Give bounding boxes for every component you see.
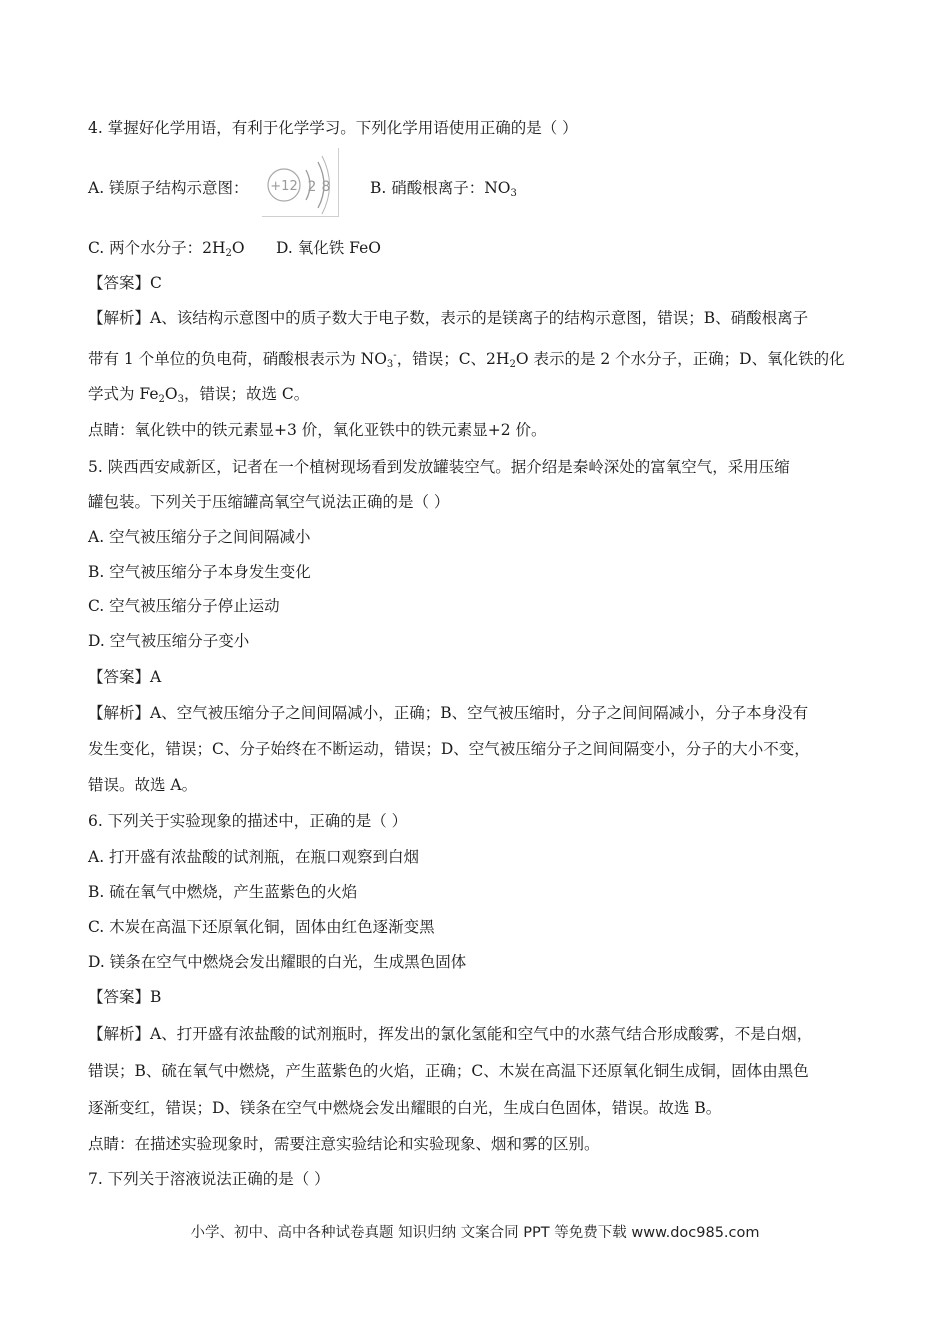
atom-diagram-icon bbox=[262, 148, 338, 216]
mg-atom-structure-diagram bbox=[262, 148, 339, 217]
q6-option-a: A. 打开盛有浓盐酸的试剂瓶，在瓶口观察到白烟 bbox=[88, 848, 420, 866]
q4-analysis-line1: 【解析】A、该结构示意图中的质子数大于电子数，表示的是镁离子的结构示意图，错误；B、硝酸根离子 bbox=[88, 309, 809, 327]
q5-option-b: B. 空气被压缩分子本身发生变化 bbox=[88, 563, 311, 581]
q6-analysis-line3: 逐渐变红，错误；D、镁条在空气中燃烧会发出耀眼的白光，生成白色固体，错误。故选 B。 bbox=[88, 1099, 722, 1117]
q4-option-a: A. 镁原子结构示意图： bbox=[88, 179, 249, 197]
q4-analysis-line2 bbox=[88, 346, 845, 375]
subscript: 3 bbox=[177, 394, 184, 405]
q6-stem: 6. 下列关于实验现象的描述中，正确的是（ ） bbox=[88, 812, 408, 830]
subscript: 2 bbox=[158, 394, 165, 405]
text: 带有 1 个单位的负电荷，硝酸根表示为 NO bbox=[88, 350, 387, 368]
q5-analysis-line2: 发生变化，错误；C、分子始终在不断运动，错误；D、空气被压缩分子之间间隔变小，分子的大小不变， bbox=[88, 740, 810, 758]
q6-option-c: C. 木炭在高温下还原氧化铜，固体由红色逐渐变黑 bbox=[88, 918, 435, 936]
q4-option-c bbox=[88, 238, 245, 264]
q4-stem: 4. 掌握好化学用语，有利于化学学习。下列化学用语使用正确的是（ ） bbox=[88, 119, 578, 137]
atom-shell2-label: 8 bbox=[321, 179, 331, 195]
q4-answer: 【答案】C bbox=[88, 274, 162, 292]
q4-option-d: D. 氧化铁 FeO bbox=[276, 239, 381, 257]
q6-analysis-line1: 【解析】A、打开盛有浓盐酸的试剂瓶时，挥发出的氯化氢能和空气中的水蒸气结合形成酸雾，不是白烟， bbox=[88, 1025, 813, 1043]
q4-option-b bbox=[370, 178, 517, 204]
text: ，错误；C、2H bbox=[396, 350, 510, 368]
q4-tip: 点睛：氧化铁中的铁元素显+3 价，氧化亚铁中的铁元素显+2 价。 bbox=[88, 421, 547, 439]
q4-option-c-tail: O bbox=[231, 239, 245, 257]
text: 学式为 Fe bbox=[88, 385, 159, 403]
text: O bbox=[164, 385, 178, 403]
q5-option-d: D. 空气被压缩分子变小 bbox=[88, 632, 250, 650]
subscript: 2 bbox=[509, 359, 516, 370]
q6-option-b: B. 硫在氧气中燃烧，产生蓝紫色的火焰 bbox=[88, 883, 358, 901]
q4-option-c-text: C. 两个水分子：2H bbox=[88, 239, 226, 257]
q4-option-b-text: B. 硝酸根离子：NO bbox=[370, 179, 511, 197]
q7-stem: 7. 下列关于溶液说法正确的是（ ） bbox=[88, 1170, 330, 1188]
subscript: 3 bbox=[386, 359, 394, 370]
atom-shell1-label: 2 bbox=[307, 179, 317, 195]
q6-tip: 点睛：在描述实验现象时，需要注意实验结论和实验现象、烟和雾的区别。 bbox=[88, 1135, 600, 1153]
subscript: 2 bbox=[225, 248, 232, 259]
q5-analysis-line3: 错误。故选 A。 bbox=[88, 776, 198, 794]
text: O 表示的是 2 个水分子，正确；D、氧化铁的化 bbox=[515, 350, 845, 368]
subscript: 3 bbox=[510, 188, 517, 199]
q4-analysis-line3 bbox=[88, 384, 309, 410]
q5-option-a: A. 空气被压缩分子之间间隔减小 bbox=[88, 528, 311, 546]
q5-answer: 【答案】A bbox=[88, 668, 162, 686]
q6-option-d: D. 镁条在空气中燃烧会发出耀眼的白光，生成黑色固体 bbox=[88, 953, 467, 971]
superscript: - bbox=[393, 350, 397, 361]
atom-nucleus-label: +12 bbox=[270, 179, 298, 194]
q6-answer: 【答案】B bbox=[88, 988, 162, 1006]
text: ，错误；故选 C。 bbox=[183, 385, 310, 403]
q5-analysis-line1: 【解析】A、空气被压缩分子之间间隔减小，正确；B、空气被压缩时，分子之间间隔减小，分子本身没有 bbox=[88, 704, 809, 722]
page-footer: 小学、初中、高中各种试卷真题 知识归纳 文案合同 PPT 等免费下载 www.doc985.com bbox=[190, 1225, 760, 1241]
q5-stem-line1: 5. 陕西西安咸新区，记者在一个植树现场看到发放罐装空气。据介绍是秦岭深处的富氧空气，采用压缩 bbox=[88, 458, 790, 476]
q6-analysis-line2: 错误；B、硫在氧气中燃烧，产生蓝紫色的火焰，正确；C、木炭在高温下还原氧化铜生成铜，固体由黑色 bbox=[88, 1062, 809, 1080]
q5-stem-line2: 罐包装。下列关于压缩罐高氧空气说法正确的是（ ） bbox=[88, 493, 450, 511]
q5-option-c: C. 空气被压缩分子停止运动 bbox=[88, 597, 280, 615]
